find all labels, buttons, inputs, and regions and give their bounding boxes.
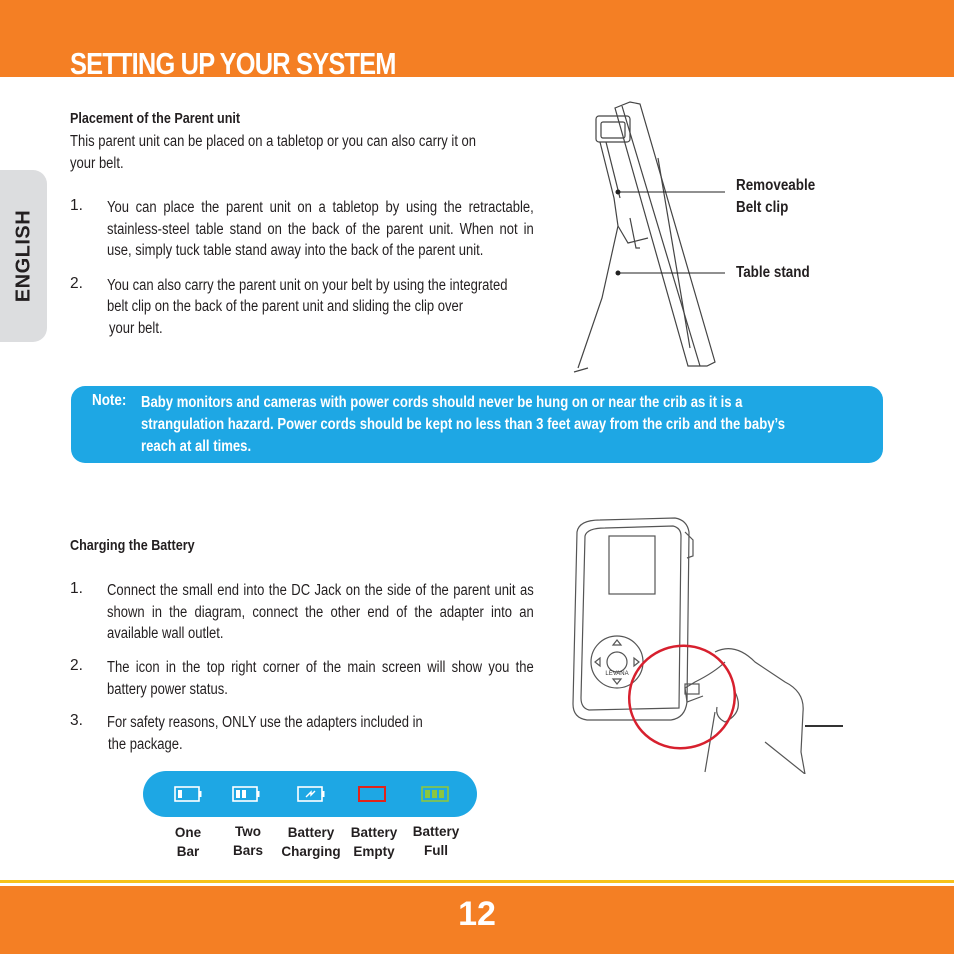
page-number: 12 — [458, 895, 496, 933]
battery-empty-icon — [358, 786, 386, 802]
note-text — [141, 392, 785, 458]
charging-illustration — [565, 512, 845, 774]
page-title: SETTING UP YOUR SYSTEM — [70, 46, 396, 81]
parent-unit-side-illustration — [570, 98, 730, 380]
placement-intro-line1: This parent unit can be placed on a tabletop or you can also carry it on — [70, 133, 477, 150]
placement-item-1-text: You can place the parent unit on a tabletop by using the retractable, stainless-steel table stand on the back of the parent unit. When not in use, simply tuck table stand away into the back of the parent unit. — [107, 199, 534, 259]
battery-legend-label-charging: Battery Charging — [281, 825, 341, 859]
callout-belt-clip-line1: Removeable — [736, 177, 816, 194]
charging-item-1-number: 1. — [70, 580, 83, 597]
battery-two-bars-icon — [232, 786, 260, 802]
placement-heading: Placement of the Parent unit — [70, 110, 241, 127]
placement-item-2-line2: belt clip on the back of the parent unit and sliding the clip over — [107, 298, 464, 315]
dc-jack-highlight-circle — [615, 631, 749, 763]
placement-item-2-line1: You can also carry the parent unit on your belt by using the integrated — [107, 277, 508, 294]
device-logo: LEVANA — [605, 671, 629, 677]
note-line3: reach at all times. — [141, 438, 252, 455]
callout-belt-clip-line2: Belt clip — [736, 199, 789, 216]
battery-legend-label-one-bar: One Bar — [174, 825, 202, 859]
note-line1: Baby monitors and cameras with power cords should never be hung on or near the crib as it is a — [141, 394, 743, 411]
charging-item-3-line2: the package. — [108, 736, 183, 753]
battery-legend-label-full: Battery Full — [412, 824, 460, 858]
battery-one-bar-icon — [174, 786, 202, 802]
language-tab — [0, 170, 47, 342]
battery-charging-icon — [297, 786, 325, 802]
note-label: Note: — [92, 392, 127, 409]
charging-item-1-text: Connect the small end into the DC Jack on the side of the parent unit as shown in the diagram, connect the other end of the adapter into an available wall outlet. — [107, 582, 534, 642]
note-line2: strangulation hazard. Power cords should be kept no less than 3 feet away from the crib and the baby’s — [141, 416, 785, 433]
charging-heading: Charging the Battery — [70, 537, 195, 554]
placement-intro-line2: your belt. — [70, 155, 124, 172]
charging-item-3-number: 3. — [70, 712, 83, 729]
placement-item-1-number: 1. — [70, 197, 83, 214]
battery-legend-label-empty: Battery Empty — [350, 825, 398, 859]
footer-rule — [0, 880, 954, 883]
battery-legend-label-two-bars: Two Bars — [232, 824, 264, 858]
placement-item-2-line3: your belt. — [109, 320, 163, 337]
language-tab-label: ENGLISH — [12, 209, 34, 303]
charging-item-3-line1: For safety reasons, ONLY use the adapters included in — [107, 714, 423, 731]
charging-item-2-number: 2. — [70, 657, 83, 674]
battery-full-icon — [421, 786, 449, 802]
placement-item-2-number: 2. — [70, 275, 83, 292]
charging-item-2-text: The icon in the top right corner of the main screen will show you the battery power status. — [107, 659, 534, 698]
callout-table-stand: Table stand — [736, 264, 810, 281]
